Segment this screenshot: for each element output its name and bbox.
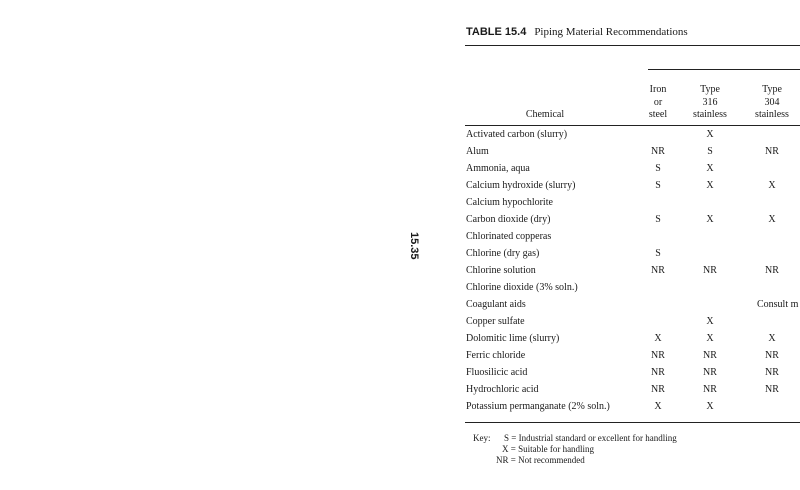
table-row (0, 282, 800, 299)
table-row (0, 197, 800, 214)
table-top-rule (465, 45, 800, 46)
column-group-rule (648, 69, 800, 70)
iron-cell: NR (651, 265, 665, 276)
iron-cell: NR (651, 146, 665, 157)
ss316-cell: NR (703, 265, 717, 276)
ss304-cell: NR (765, 384, 779, 395)
table-row (0, 299, 800, 316)
table-row (0, 384, 800, 401)
ss316-cell: X (706, 129, 714, 140)
iron-cell: S (655, 180, 661, 191)
chemical-name: Fluosilicic acid (466, 367, 528, 378)
column-header-iron: Iron or steel (648, 84, 668, 120)
table-row (0, 333, 800, 350)
chemical-name: Ammonia, aqua (466, 163, 530, 174)
chemical-header: Chemical (525, 109, 565, 120)
chemical-name: Ferric chloride (466, 350, 526, 361)
table-row (0, 129, 800, 146)
iron-cell: S (655, 163, 661, 174)
table-row (0, 367, 800, 384)
ss304-cell: X (768, 214, 776, 225)
table-row (0, 214, 800, 231)
page-number: 15.35 (408, 232, 420, 260)
iron-cell: S (655, 214, 661, 225)
iron-cell: S (655, 248, 661, 259)
header-bottom-rule (465, 125, 800, 126)
chemical-name: Potassium permanganate (2% soln.) (466, 401, 610, 412)
consult-note: Consult m (757, 299, 799, 310)
table-row (0, 316, 800, 333)
ss316-cell: NR (703, 367, 717, 378)
ss316-cell: S (707, 146, 713, 157)
ss316-cell: X (706, 316, 714, 327)
ss316-cell: X (706, 401, 714, 412)
ss304-cell: NR (765, 265, 779, 276)
chemical-name: Coagulant aids (466, 299, 526, 310)
table-row (0, 265, 800, 282)
ss304-cell: X (768, 333, 776, 344)
chemical-name: Chlorine solution (466, 265, 536, 276)
table-title (466, 26, 688, 38)
key-line-s: S = Industrial standard or excellent for handling (504, 433, 677, 443)
iron-cell: NR (651, 367, 665, 378)
table-row (0, 180, 800, 197)
key-line-nr: NR = Not recommended (496, 455, 585, 465)
ss316-cell: NR (703, 384, 717, 395)
table-row (0, 350, 800, 367)
ss316-cell: X (706, 163, 714, 174)
ss316-cell: NR (703, 350, 717, 361)
chemical-name: Hydrochloric acid (466, 384, 539, 395)
table-bottom-rule (465, 422, 800, 423)
chemical-name: Activated carbon (slurry) (466, 129, 568, 140)
ss316-cell: X (706, 333, 714, 344)
table-label: TABLE 15.4 (466, 26, 527, 38)
ss304-cell: NR (765, 146, 779, 157)
column-header-304: Type 304 stainless (755, 84, 789, 120)
chemical-name: Dolomitic lime (slurry) (466, 333, 560, 344)
iron-cell: NR (651, 384, 665, 395)
iron-cell: X (654, 401, 662, 412)
table-row (0, 248, 800, 265)
ss316-cell: X (706, 180, 714, 191)
table-row (0, 146, 800, 163)
chemical-name: Chlorinated copperas (466, 231, 552, 242)
chemical-name: Calcium hydroxide (slurry) (466, 180, 576, 191)
ss304-cell: X (768, 180, 776, 191)
ss304-cell: NR (765, 367, 779, 378)
iron-cell: NR (651, 350, 665, 361)
table-caption: Piping Material Recommendations (534, 26, 688, 38)
chemical-name: Chlorine (dry gas) (466, 248, 540, 259)
chemical-name: Chlorine dioxide (3% soln.) (466, 282, 578, 293)
table-row (0, 401, 800, 418)
chemical-name: Copper sulfate (466, 316, 525, 327)
column-header-316: Type 316 stainless (693, 84, 727, 120)
chemical-name: Alum (466, 146, 489, 157)
table-row (0, 231, 800, 248)
table-row (0, 163, 800, 180)
key-label: Key: (473, 433, 491, 443)
key-line-x: X = Suitable for handling (502, 444, 595, 454)
ss304-cell: NR (765, 350, 779, 361)
iron-cell: X (654, 333, 662, 344)
chemical-name: Carbon dioxide (dry) (466, 214, 551, 225)
chemical-name: Calcium hypochlorite (466, 197, 553, 208)
ss316-cell: X (706, 214, 714, 225)
